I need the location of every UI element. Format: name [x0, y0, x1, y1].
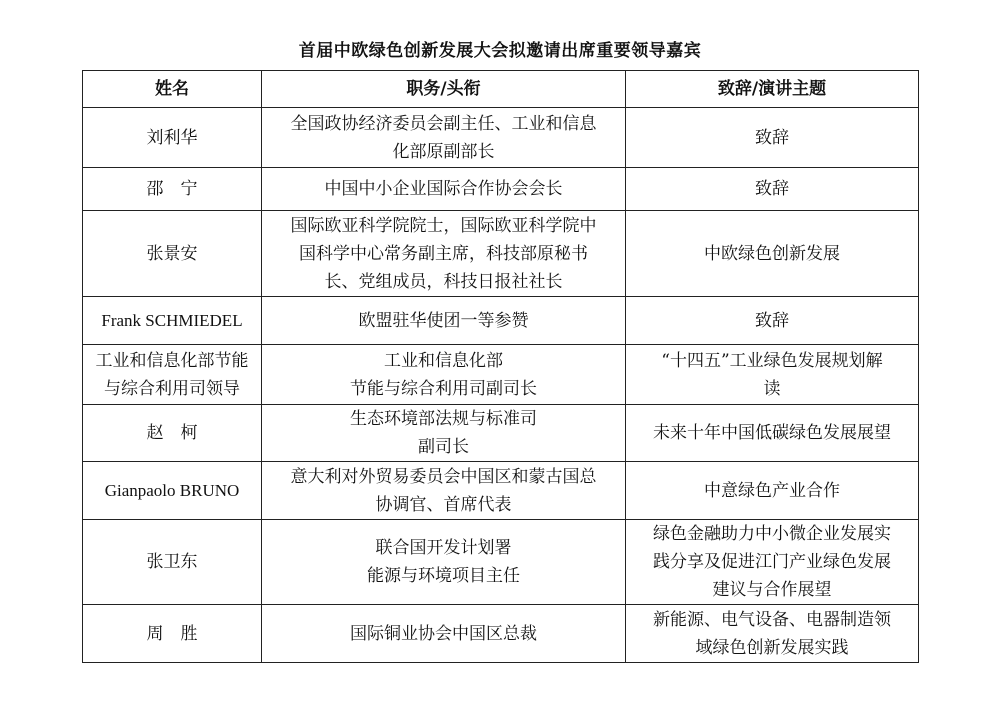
guest-position-cell	[262, 108, 626, 168]
guest-topic-line: 践分享及促进江门产业绿色发展	[653, 552, 891, 572]
guest-position-cell	[262, 297, 626, 345]
guest-topic-line: 新能源、电气设备、电器制造领	[653, 609, 891, 630]
guest-topic-line: 中欧绿色创新发展	[704, 243, 840, 264]
guest-position-cell	[262, 605, 626, 663]
guest-position-line: 节能与综合利用司副司长	[350, 378, 537, 399]
guest-name-line: Frank SCHMIEDEL	[101, 310, 243, 330]
guest-position-line: 副司长	[418, 437, 469, 457]
table-row	[83, 211, 919, 297]
guest-topic-line: 读	[763, 378, 781, 399]
guest-position-line: 中国中小企业国际合作协会会长	[324, 179, 563, 199]
guest-topic-cell	[626, 345, 919, 405]
guest-name-line: 工业和信息化部节能	[95, 350, 249, 371]
guest-position-line: 长、党组成员，科技日报社社长	[324, 271, 563, 292]
guest-topic-cell	[626, 605, 919, 663]
table-header-row	[83, 71, 919, 108]
guest-topic-line: 建议与合作展望	[712, 580, 832, 600]
guest-topic-line: “十四五”工业绿色发展规划解	[661, 350, 883, 371]
header-topic: 致辞/演讲主题	[626, 71, 919, 108]
header-name: 姓名	[83, 71, 262, 108]
table-row	[83, 605, 919, 663]
table-body	[83, 108, 919, 663]
guest-name-cell	[83, 462, 262, 520]
guest-topic-cell	[626, 520, 919, 605]
guest-table	[82, 70, 919, 663]
guest-topic-line: 未来十年中国低碳绿色发展展望	[653, 423, 891, 443]
guest-position-cell	[262, 520, 626, 605]
guest-name-line: 张景安	[146, 243, 198, 264]
guest-position-line: 能源与环境项目主任	[367, 566, 520, 586]
guest-topic-line: 中意绿色产业合作	[704, 480, 840, 501]
guest-name-line: 赵 柯	[146, 423, 198, 443]
table-row	[83, 345, 919, 405]
guest-name-line: 邵 宁	[146, 179, 198, 199]
guest-name-cell	[83, 108, 262, 168]
guest-topic-cell	[626, 405, 919, 462]
guest-topic-cell	[626, 168, 919, 211]
guest-position-line: 生态环境部法规与标准司	[350, 409, 537, 429]
document-title: 首届中欧绿色创新发展大会拟邀请出席重要领导嘉宾	[298, 41, 702, 61]
guest-position-line: 联合国开发计划署	[375, 538, 512, 558]
table-row	[83, 462, 919, 520]
table-row	[83, 108, 919, 168]
guest-name-cell	[83, 211, 262, 297]
guest-position-line: 国际欧亚科学院院士，国际欧亚科学院中	[290, 215, 597, 236]
table-row	[83, 297, 919, 345]
guest-position-line: 国科学中心常务副主席，科技部原秘书	[299, 243, 588, 264]
table-row	[83, 168, 919, 211]
guest-name-cell	[83, 520, 262, 605]
guest-position-line: 国际铜业协会中国区总裁	[350, 623, 537, 644]
guest-topic-line: 绿色金融助力中小微企业发展实	[653, 524, 891, 544]
guest-position-cell	[262, 405, 626, 462]
guest-topic-line: 致辞	[755, 310, 789, 331]
guest-topic-cell	[626, 108, 919, 168]
guest-name-cell	[83, 168, 262, 211]
guest-topic-cell	[626, 211, 919, 297]
guest-name-line: 张卫东	[146, 552, 198, 572]
guest-name-cell	[83, 345, 262, 405]
guest-topic-line: 致辞	[755, 127, 789, 148]
guest-position-line: 协调官、首席代表	[375, 494, 512, 515]
guest-position-line: 化部原副部长	[392, 141, 495, 162]
guest-position-cell	[262, 345, 626, 405]
guest-name-cell	[83, 405, 262, 462]
guest-name-cell	[83, 297, 262, 345]
header-position: 职务/头衔	[262, 71, 626, 108]
guest-name-line: 刘利华	[146, 127, 198, 148]
guest-topic-cell	[626, 297, 919, 345]
guest-position-cell	[262, 211, 626, 297]
table-row	[83, 520, 919, 605]
guest-position-cell	[262, 168, 626, 211]
guest-position-line: 工业和信息化部	[384, 350, 503, 371]
guest-topic-line: 域绿色创新发展实践	[695, 637, 849, 658]
guest-position-line: 意大利对外贸易委员会中国区和蒙古国总	[290, 466, 597, 487]
guest-name-line: Gianpaolo BRUNO	[104, 480, 240, 500]
guest-topic-cell	[626, 462, 919, 520]
guest-topic-line: 致辞	[755, 179, 789, 199]
guest-position-line: 全国政协经济委员会副主任、工业和信息	[290, 113, 597, 134]
table-row	[83, 405, 919, 462]
guest-position-line: 欧盟驻华使团一等参赞	[358, 310, 529, 331]
guest-name-line: 周 胜	[146, 623, 198, 644]
guest-position-cell	[262, 462, 626, 520]
guest-name-line: 与综合利用司领导	[104, 378, 240, 399]
guest-name-cell	[83, 605, 262, 663]
